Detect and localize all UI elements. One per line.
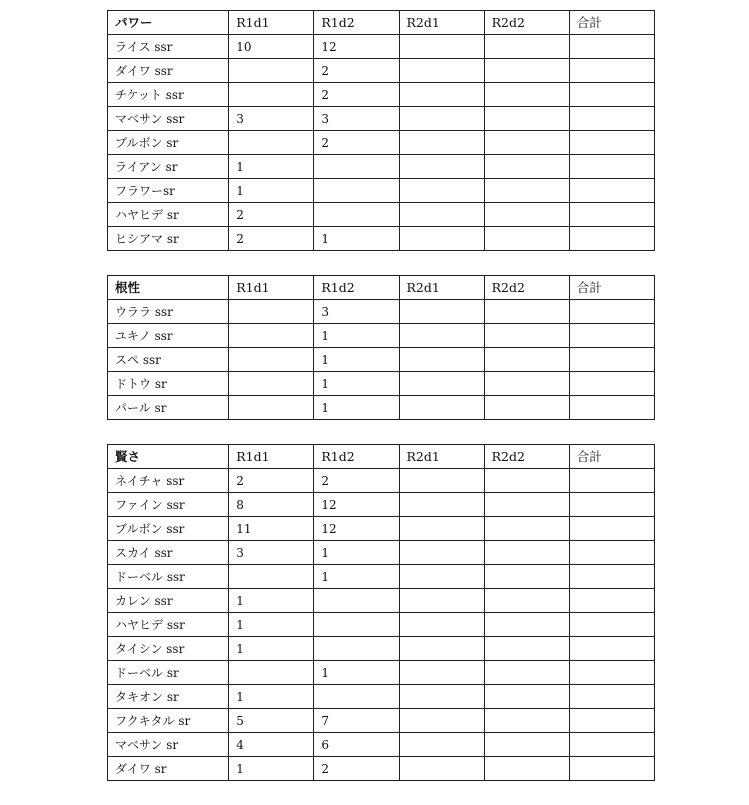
row-name-cell: タイシン ssr — [108, 637, 229, 661]
table-row — [108, 637, 655, 661]
table-row — [108, 565, 655, 589]
value-cell — [399, 227, 484, 251]
value-cell — [314, 179, 399, 203]
value-cell: 2 — [314, 757, 399, 781]
value-cell — [484, 757, 569, 781]
row-name-cell: パール sr — [108, 396, 229, 420]
value-cell — [484, 541, 569, 565]
row-name-cell: ブルボン sr — [108, 131, 229, 155]
value-cell — [399, 372, 484, 396]
table-row — [108, 324, 655, 348]
value-cell: 10 — [229, 35, 314, 59]
value-cell — [399, 179, 484, 203]
value-cell — [314, 637, 399, 661]
value-cell — [229, 131, 314, 155]
table-row — [108, 396, 655, 420]
value-cell: 2 — [314, 59, 399, 83]
value-cell — [229, 565, 314, 589]
value-cell: 1 — [229, 589, 314, 613]
value-cell — [484, 107, 569, 131]
value-cell: 1 — [314, 227, 399, 251]
value-cell — [569, 733, 654, 757]
value-cell — [229, 348, 314, 372]
value-cell — [569, 348, 654, 372]
table-row — [108, 35, 655, 59]
value-cell — [569, 685, 654, 709]
table-row — [108, 59, 655, 83]
value-cell: 1 — [229, 685, 314, 709]
value-cell: 1 — [229, 757, 314, 781]
value-cell — [569, 613, 654, 637]
value-cell — [399, 155, 484, 179]
value-cell — [399, 709, 484, 733]
value-cell — [399, 324, 484, 348]
value-cell — [399, 107, 484, 131]
value-cell — [314, 685, 399, 709]
value-cell — [569, 517, 654, 541]
value-cell — [484, 59, 569, 83]
column-header: 合計 — [569, 276, 654, 300]
row-name-cell: ダイワ sr — [108, 757, 229, 781]
category-header: パワー — [108, 11, 229, 35]
value-cell: 8 — [229, 493, 314, 517]
value-cell: 1 — [314, 565, 399, 589]
column-header: R2d1 — [399, 11, 484, 35]
value-cell: 6 — [314, 733, 399, 757]
table-row — [108, 107, 655, 131]
row-name-cell: カレン ssr — [108, 589, 229, 613]
table-row — [108, 517, 655, 541]
value-cell — [399, 661, 484, 685]
value-cell — [569, 300, 654, 324]
value-cell — [399, 396, 484, 420]
value-cell: 2 — [229, 469, 314, 493]
value-cell — [569, 709, 654, 733]
row-name-cell: チケット ssr — [108, 83, 229, 107]
value-cell — [399, 685, 484, 709]
value-cell — [569, 661, 654, 685]
row-name-cell: ドーベル sr — [108, 661, 229, 685]
row-name-cell: ブルボン ssr — [108, 517, 229, 541]
power-table — [107, 10, 655, 251]
value-cell — [314, 203, 399, 227]
table-row — [108, 203, 655, 227]
value-cell — [399, 469, 484, 493]
column-header: R2d1 — [399, 276, 484, 300]
value-cell — [569, 59, 654, 83]
row-name-cell: ダイワ ssr — [108, 59, 229, 83]
value-cell: 5 — [229, 709, 314, 733]
value-cell — [484, 589, 569, 613]
value-cell — [569, 565, 654, 589]
value-cell — [484, 324, 569, 348]
value-cell — [399, 203, 484, 227]
value-cell — [484, 709, 569, 733]
value-cell — [484, 493, 569, 517]
value-cell — [569, 83, 654, 107]
row-name-cell: ネイチャ ssr — [108, 469, 229, 493]
guts-table — [107, 275, 655, 420]
table-row — [108, 179, 655, 203]
row-name-cell: ヒシアマ sr — [108, 227, 229, 251]
value-cell — [484, 348, 569, 372]
column-header: R1d2 — [314, 276, 399, 300]
column-header: R1d2 — [314, 445, 399, 469]
value-cell: 1 — [229, 155, 314, 179]
row-name-cell: フクキタル sr — [108, 709, 229, 733]
value-cell — [484, 131, 569, 155]
row-name-cell: スペ ssr — [108, 348, 229, 372]
row-name-cell: ドトウ sr — [108, 372, 229, 396]
value-cell — [229, 300, 314, 324]
table-row — [108, 227, 655, 251]
table-row — [108, 83, 655, 107]
table-row — [108, 541, 655, 565]
table-row — [108, 372, 655, 396]
value-cell — [569, 757, 654, 781]
column-header: 合計 — [569, 11, 654, 35]
value-cell — [484, 396, 569, 420]
row-name-cell: ハヤヒデ sr — [108, 203, 229, 227]
table-row — [108, 589, 655, 613]
value-cell — [399, 348, 484, 372]
table-row — [108, 661, 655, 685]
value-cell: 2 — [314, 83, 399, 107]
row-name-cell: ドーベル ssr — [108, 565, 229, 589]
value-cell — [484, 565, 569, 589]
value-cell: 11 — [229, 517, 314, 541]
value-cell — [399, 35, 484, 59]
value-cell — [569, 541, 654, 565]
value-cell — [229, 372, 314, 396]
value-cell — [484, 469, 569, 493]
value-cell: 1 — [314, 541, 399, 565]
value-cell — [314, 589, 399, 613]
value-cell — [484, 83, 569, 107]
value-cell — [569, 396, 654, 420]
value-cell: 1 — [229, 613, 314, 637]
column-header: R1d2 — [314, 11, 399, 35]
row-name-cell: タキオン sr — [108, 685, 229, 709]
column-header: R1d1 — [229, 445, 314, 469]
table-row — [108, 733, 655, 757]
value-cell — [569, 179, 654, 203]
value-cell — [484, 613, 569, 637]
column-header: R2d2 — [484, 11, 569, 35]
value-cell — [399, 565, 484, 589]
value-cell — [569, 469, 654, 493]
value-cell — [399, 757, 484, 781]
value-cell — [484, 179, 569, 203]
table-row — [108, 613, 655, 637]
value-cell: 12 — [314, 517, 399, 541]
table-row — [108, 709, 655, 733]
value-cell — [569, 493, 654, 517]
value-cell: 1 — [314, 661, 399, 685]
value-cell — [484, 661, 569, 685]
value-cell — [399, 517, 484, 541]
category-header: 賢さ — [108, 445, 229, 469]
wisdom-table — [107, 444, 655, 781]
value-cell — [569, 107, 654, 131]
table-row — [108, 757, 655, 781]
value-cell — [484, 372, 569, 396]
value-cell — [314, 613, 399, 637]
value-cell — [569, 131, 654, 155]
value-cell — [229, 396, 314, 420]
value-cell: 2 — [229, 227, 314, 251]
value-cell — [229, 324, 314, 348]
value-cell — [399, 83, 484, 107]
value-cell — [569, 35, 654, 59]
table-header-row — [108, 276, 655, 300]
value-cell: 1 — [314, 372, 399, 396]
value-cell — [484, 203, 569, 227]
row-name-cell: ライアン sr — [108, 155, 229, 179]
value-cell — [399, 637, 484, 661]
value-cell — [399, 300, 484, 324]
row-name-cell: ライス ssr — [108, 35, 229, 59]
value-cell — [484, 637, 569, 661]
value-cell — [569, 589, 654, 613]
value-cell: 1 — [314, 396, 399, 420]
document-page — [107, 10, 655, 805]
value-cell — [484, 227, 569, 251]
value-cell — [229, 661, 314, 685]
value-cell: 3 — [229, 541, 314, 565]
table-row — [108, 131, 655, 155]
value-cell: 1 — [314, 348, 399, 372]
table-row — [108, 493, 655, 517]
row-name-cell: フラワーsr — [108, 179, 229, 203]
value-cell: 1 — [229, 179, 314, 203]
value-cell — [229, 59, 314, 83]
value-cell — [484, 733, 569, 757]
table-row — [108, 685, 655, 709]
value-cell: 3 — [314, 300, 399, 324]
table-header-row — [108, 11, 655, 35]
row-name-cell: マベサン ssr — [108, 107, 229, 131]
value-cell: 12 — [314, 493, 399, 517]
column-header: R1d1 — [229, 11, 314, 35]
value-cell — [399, 733, 484, 757]
value-cell — [399, 131, 484, 155]
row-name-cell: ハヤヒデ ssr — [108, 613, 229, 637]
value-cell — [399, 493, 484, 517]
table-header-row — [108, 445, 655, 469]
value-cell: 2 — [314, 131, 399, 155]
value-cell — [229, 83, 314, 107]
column-header: 合計 — [569, 445, 654, 469]
value-cell — [484, 517, 569, 541]
value-cell: 1 — [229, 637, 314, 661]
table-row — [108, 155, 655, 179]
value-cell — [399, 613, 484, 637]
category-header: 根性 — [108, 276, 229, 300]
value-cell — [399, 541, 484, 565]
value-cell: 3 — [314, 107, 399, 131]
value-cell — [484, 35, 569, 59]
row-name-cell: スカイ ssr — [108, 541, 229, 565]
value-cell — [569, 324, 654, 348]
value-cell: 2 — [314, 469, 399, 493]
value-cell: 4 — [229, 733, 314, 757]
value-cell — [569, 227, 654, 251]
value-cell — [484, 155, 569, 179]
row-name-cell: ファイン ssr — [108, 493, 229, 517]
value-cell: 12 — [314, 35, 399, 59]
value-cell — [569, 372, 654, 396]
table-row — [108, 348, 655, 372]
table-row — [108, 300, 655, 324]
value-cell — [569, 155, 654, 179]
value-cell: 7 — [314, 709, 399, 733]
column-header: R2d2 — [484, 445, 569, 469]
column-header: R2d2 — [484, 276, 569, 300]
value-cell: 2 — [229, 203, 314, 227]
row-name-cell: ウララ ssr — [108, 300, 229, 324]
value-cell — [399, 59, 484, 83]
row-name-cell: マベサン sr — [108, 733, 229, 757]
value-cell — [569, 203, 654, 227]
value-cell — [399, 589, 484, 613]
value-cell — [314, 155, 399, 179]
value-cell: 1 — [314, 324, 399, 348]
value-cell — [484, 685, 569, 709]
row-name-cell: ユキノ ssr — [108, 324, 229, 348]
table-row — [108, 469, 655, 493]
column-header: R1d1 — [229, 276, 314, 300]
column-header: R2d1 — [399, 445, 484, 469]
value-cell — [569, 637, 654, 661]
value-cell: 3 — [229, 107, 314, 131]
value-cell — [484, 300, 569, 324]
